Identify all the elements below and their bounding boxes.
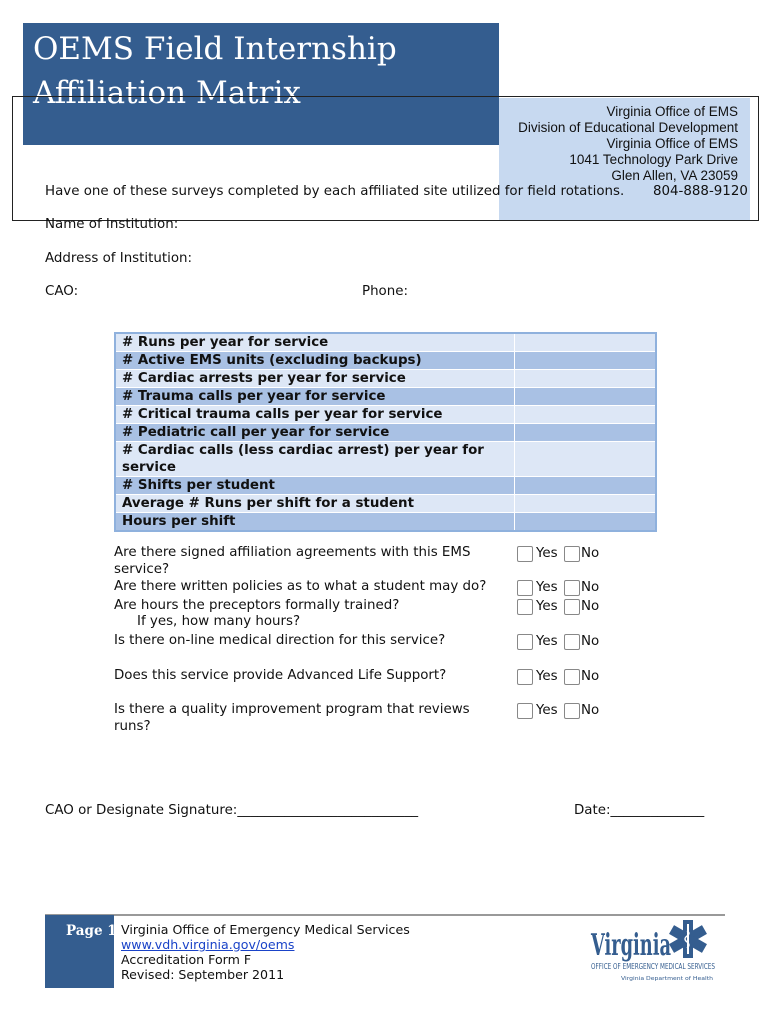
table-row xyxy=(115,333,656,352)
stats-table xyxy=(114,332,657,532)
yes-label: Yes xyxy=(536,634,558,649)
yes-checkbox[interactable] xyxy=(517,703,533,719)
row-label: # Critical trauma calls per year for service xyxy=(115,406,515,424)
no-label: No xyxy=(581,546,600,561)
row-value-input[interactable] xyxy=(515,477,657,495)
row-value-input[interactable] xyxy=(515,406,657,424)
footer-org: Virginia Office of Emergency Medical Services xyxy=(121,922,410,937)
logo-department: Virginia Department of Health xyxy=(621,976,714,982)
no-checkbox[interactable] xyxy=(564,580,580,596)
yes-label: Yes xyxy=(536,599,558,614)
row-label: # Cardiac calls (less cardiac arrest) per year for service xyxy=(115,442,515,477)
question-advanced-life-support: Does this service provide Advanced Life Support? xyxy=(114,668,447,683)
phone-label: Phone: xyxy=(362,284,408,299)
row-label: Hours per shift xyxy=(115,513,515,532)
institution-name-label: Name of Institution: xyxy=(45,217,179,232)
page-number: Page 1 xyxy=(66,923,117,939)
footer-revised: Revised: September 2011 xyxy=(121,967,285,982)
table-row xyxy=(115,513,656,532)
row-value-input[interactable] xyxy=(515,388,657,406)
title-line-1: OEMS Field Internship xyxy=(33,31,397,67)
question-preceptors-trained: Are hours the preceptors formally trained? xyxy=(114,598,400,613)
row-label: # Pediatric call per year for service xyxy=(115,424,515,442)
yes-label: Yes xyxy=(536,703,558,718)
row-value-input[interactable] xyxy=(515,424,657,442)
no-label: No xyxy=(581,599,600,614)
row-label: # Runs per year for service xyxy=(115,333,515,352)
question-written-policies: Are there written policies as to what a student may do? xyxy=(114,579,487,594)
question-training-hours: If yes, how many hours? xyxy=(137,614,301,629)
row-value-input[interactable] xyxy=(515,495,657,513)
address-line-2: Division of Educational Development xyxy=(518,120,738,135)
yes-label: Yes xyxy=(536,546,558,561)
yes-checkbox[interactable] xyxy=(517,634,533,650)
table-row xyxy=(115,477,656,495)
signature-line[interactable]: CAO or Designate Signature:___________________________ xyxy=(45,803,419,818)
table-row xyxy=(115,352,656,370)
address-line-5: Glen Allen, VA 23059 xyxy=(611,168,738,183)
row-value-input[interactable] xyxy=(515,513,657,532)
row-value-input[interactable] xyxy=(515,442,657,477)
row-value-input[interactable] xyxy=(515,370,657,388)
table-row xyxy=(115,388,656,406)
yes-label: Yes xyxy=(536,669,558,684)
yes-label: Yes xyxy=(536,580,558,595)
no-checkbox[interactable] xyxy=(564,634,580,650)
address-line-3: Virginia Office of EMS xyxy=(606,136,738,151)
no-checkbox[interactable] xyxy=(564,669,580,685)
phone-number: 804-888-9120 xyxy=(653,184,748,199)
footer-form: Accreditation Form F xyxy=(121,952,252,967)
no-label: No xyxy=(581,634,600,649)
institution-address-label: Address of Institution: xyxy=(45,251,193,266)
no-checkbox[interactable] xyxy=(564,546,580,562)
row-label: Average # Runs per shift for a student xyxy=(115,495,515,513)
table-row xyxy=(115,424,656,442)
logo-subtitle: OFFICE OF EMERGENCY MEDICAL SERVICES xyxy=(591,962,715,971)
no-checkbox[interactable] xyxy=(564,599,580,615)
date-line[interactable]: Date:______________ xyxy=(574,803,705,818)
no-label: No xyxy=(581,703,600,718)
row-value-input[interactable] xyxy=(515,333,657,352)
title-line-2: Affiliation Matrix xyxy=(33,75,301,111)
row-value-input[interactable] xyxy=(515,352,657,370)
row-label: # Trauma calls per year for service xyxy=(115,388,515,406)
logo-wordmark: Virginia xyxy=(590,928,671,963)
address-line-4: 1041 Technology Park Drive xyxy=(569,152,738,167)
header-outline xyxy=(12,96,759,221)
table-row xyxy=(115,406,656,424)
yes-checkbox[interactable] xyxy=(517,580,533,596)
question-quality-improvement: Is there a quality improvement program that reviews runs? xyxy=(114,702,470,734)
intro-text: Have one of these surveys completed by each affiliated site utilized for field rotations. xyxy=(45,184,625,199)
table-row xyxy=(115,442,656,477)
cao-label: CAO: xyxy=(45,284,79,299)
yes-checkbox[interactable] xyxy=(517,546,533,562)
table-row xyxy=(115,370,656,388)
table-row xyxy=(115,495,656,513)
no-label: No xyxy=(581,669,600,684)
row-label: # Shifts per student xyxy=(115,477,515,495)
address-line-1: Virginia Office of EMS xyxy=(606,104,738,119)
yes-checkbox[interactable] xyxy=(517,669,533,685)
yes-checkbox[interactable] xyxy=(517,599,533,615)
no-label: No xyxy=(581,580,600,595)
question-online-medical-direction: Is there on-line medical direction for this service? xyxy=(114,633,446,648)
virginia-oems-logo xyxy=(589,918,719,984)
footer-url-link[interactable]: www.vdh.virginia.gov/oems xyxy=(121,937,295,952)
footer-divider xyxy=(45,914,725,916)
star-of-life-icon xyxy=(589,918,719,984)
no-checkbox[interactable] xyxy=(564,703,580,719)
question-signed-agreements: Are there signed affiliation agreements with this EMS service? xyxy=(114,545,471,577)
row-label: # Active EMS units (excluding backups) xyxy=(115,352,515,370)
row-label: # Cardiac arrests per year for service xyxy=(115,370,515,388)
